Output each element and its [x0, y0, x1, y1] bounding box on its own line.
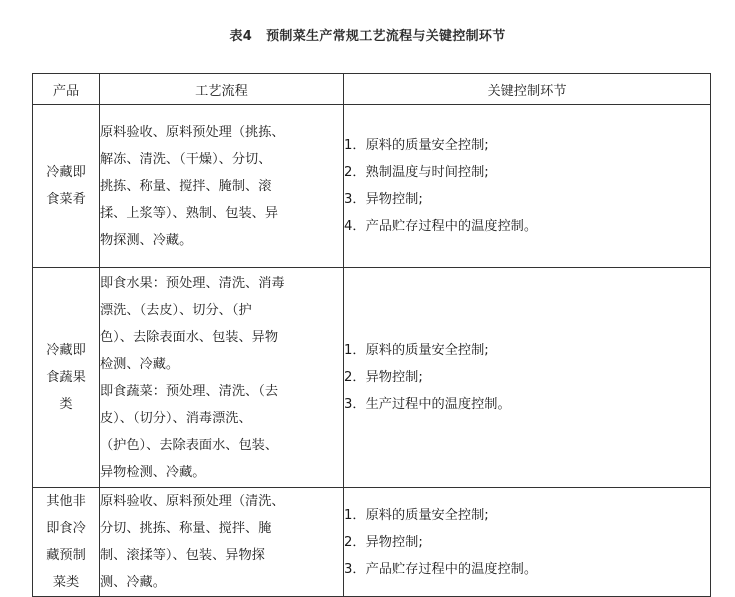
category-line: 食菜肴 [46, 192, 86, 207]
table-caption [0, 25, 735, 44]
process-line: 色）、去除表面水、包装、异物 [100, 329, 279, 345]
control-item: 3．异物控制; [344, 192, 423, 207]
category-line: 类 [59, 397, 73, 412]
caption-title: 预制菜生产常规工艺流程与关键控制环节 [266, 29, 506, 44]
control-item: 3．产品贮存过程中的温度控制。 [344, 561, 538, 577]
category-line: 即食冷 [46, 521, 86, 536]
header-row [33, 74, 711, 105]
process-line: 分切、挑拣、称量、搅拌、腌 [100, 521, 272, 536]
table-row [33, 268, 711, 488]
category-line: 其他非 [46, 494, 86, 509]
process-line: 解冻、清洗、（干燥）、分切、 [100, 151, 272, 167]
process-line: 漂洗、（去皮）、切分、（护 [100, 302, 252, 318]
process-line: 揉、上浆等）、熟制、包装、异 [100, 205, 279, 221]
process-cell [100, 105, 344, 268]
control-cell [344, 488, 711, 597]
control-item: 2．熟制温度与时间控制; [344, 165, 489, 180]
process-control-table [32, 73, 711, 597]
control-item: 4．产品贮存过程中的温度控制。 [344, 219, 538, 234]
control-item: 1．原料的质量安全控制; [344, 343, 489, 358]
product-category-cell [33, 488, 100, 597]
category-line: 冷藏即 [46, 343, 86, 358]
caption-number: 表4 [229, 29, 253, 44]
process-line: 异物检测、冷藏。 [100, 464, 206, 480]
control-item: 1．原料的质量安全控制; [344, 138, 489, 153]
control-item: 2．异物控制; [344, 534, 423, 550]
process-line: （护色）、去除表面水、包装、 [100, 437, 279, 453]
process-line: 皮）、（切分）、消毒漂洗、 [100, 410, 252, 426]
process-line: 挑拣、称量、搅拌、腌制、滚 [100, 178, 272, 194]
table-row [33, 105, 711, 268]
control-cell [344, 268, 711, 488]
product-category-cell [33, 268, 100, 488]
table-row [33, 488, 711, 597]
category-line: 食蔬果 [46, 370, 86, 385]
process-line: 即食蔬菜：预处理、清洗、（去 [100, 383, 279, 399]
process-line: 原料验收、原料预处理（挑拣、 [100, 124, 285, 140]
process-cell [100, 268, 344, 488]
control-item: 3．生产过程中的温度控制。 [344, 397, 511, 412]
process-line: 制、滚揉等）、包装、异物探 [100, 548, 265, 563]
process-line: 测、冷藏。 [100, 575, 166, 590]
control-item: 1．原料的质量安全控制; [344, 507, 489, 523]
category-line: 藏预制 [46, 548, 86, 563]
control-item: 2．异物控制; [344, 370, 423, 385]
header-product: 产品 [33, 74, 100, 105]
process-line: 原料验收、原料预处理（清洗、 [100, 494, 285, 509]
control-cell [344, 105, 711, 268]
process-cell [100, 488, 344, 597]
header-control: 关键控制环节 [344, 74, 711, 105]
category-line: 菜类 [52, 575, 80, 590]
category-line: 冷藏即 [46, 165, 86, 180]
header-process: 工艺流程 [100, 74, 344, 105]
process-line: 物探测、冷藏。 [100, 232, 193, 248]
process-line: 即食水果：预处理、清洗、消毒 [100, 275, 285, 291]
product-category-cell [33, 105, 100, 268]
process-line: 检测、冷藏。 [100, 356, 180, 372]
